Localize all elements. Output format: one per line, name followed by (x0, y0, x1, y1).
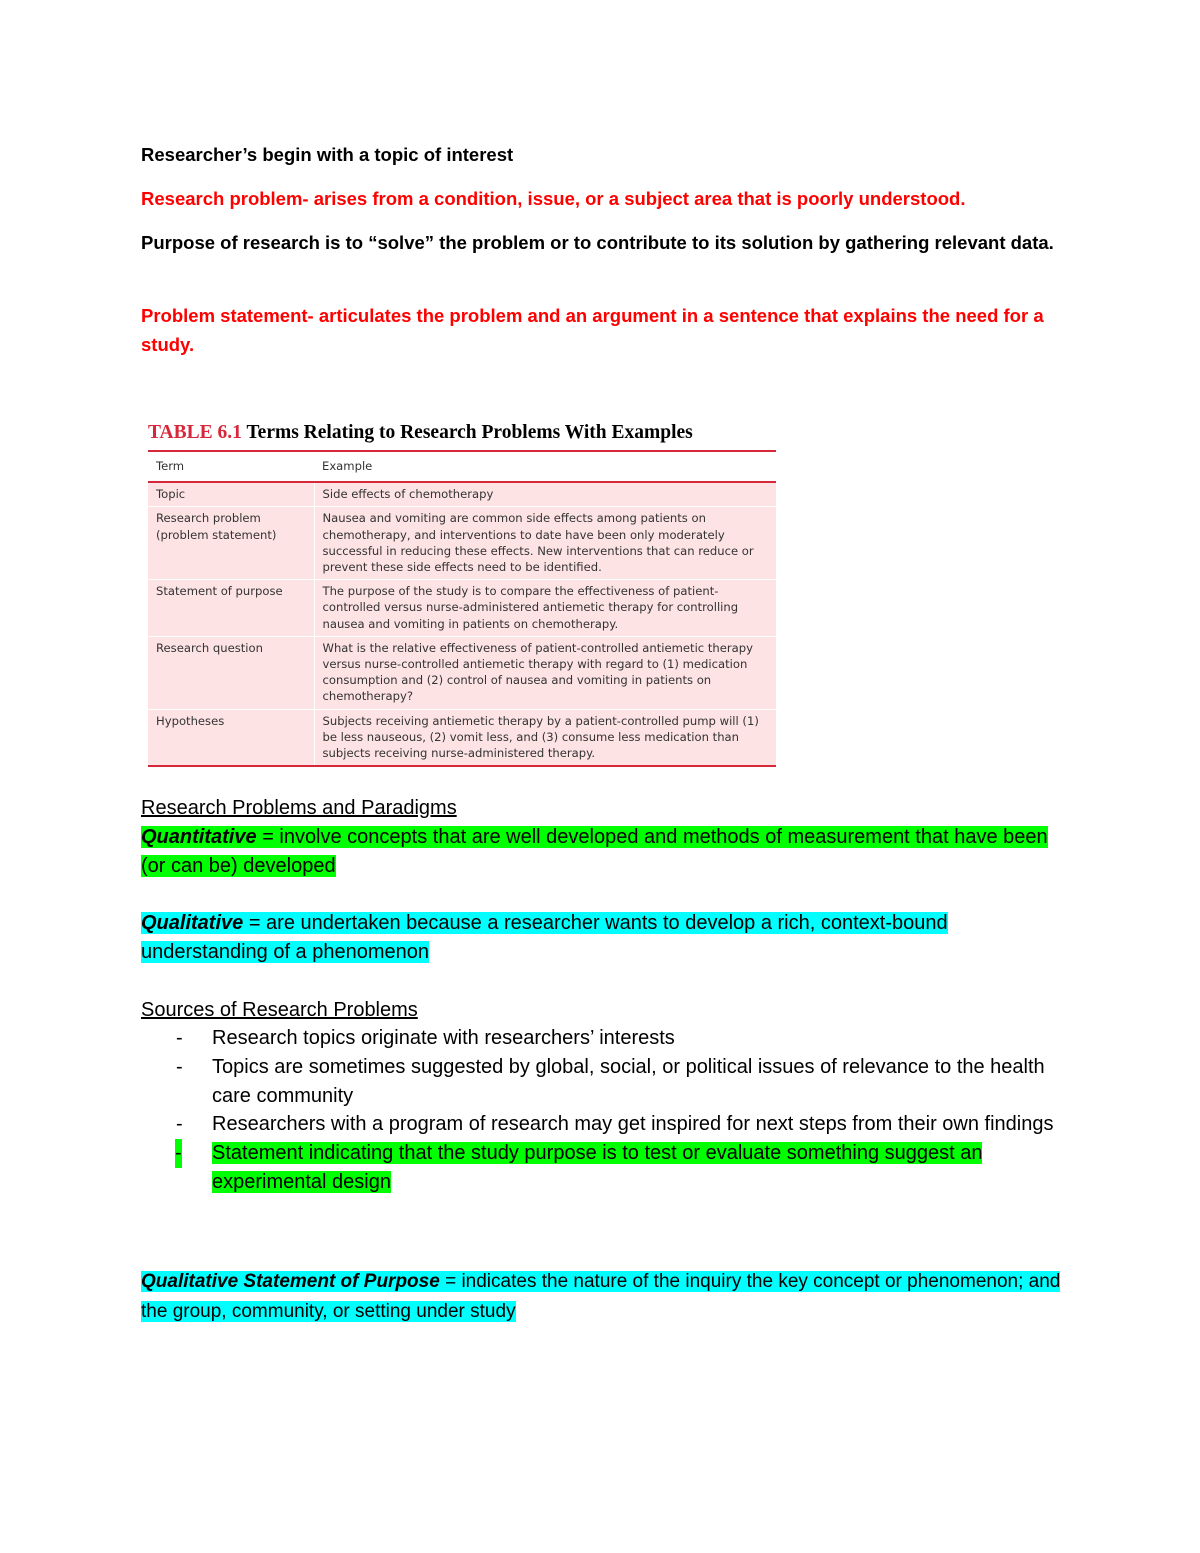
term-cell: Research problem (problem statement) (148, 507, 314, 580)
list-item: - Topics are sometimes suggested by global, social, or political issues of relevance to the health care community (176, 1055, 1045, 1107)
qualitative-purpose-text: = indicates the nature of the inquiry the key concept or phenomenon; and the group, community, or setting under study (141, 1271, 1061, 1322)
table-row (148, 636, 776, 709)
paradigms-heading: Research Problems and Paradigms (141, 797, 457, 819)
list-item: - Research topics originate with researchers’ interests (176, 1027, 675, 1049)
list-item: - Researchers with a program of research may get inspired for next steps from their own findings (176, 1113, 1054, 1136)
research-problem-definition: Research problem- arises from a condition, issue, or a subject area that is poorly understood. (141, 188, 966, 209)
term-cell: Research question (148, 636, 314, 709)
example-cell: What is the relative effectiveness of patient-controlled antiemetic therapy versus nurse-controlled antiemetic therapy with regard to (1) medication consumption and (2) control of nausea and vomiting in patients on chemotherapy? (314, 636, 776, 709)
example-cell: Nausea and vomiting are common side effects among patients on chemotherapy, and interventions to date have been only moderately successful in reducing these effects. New interventions that can reduce or prevent these side effects need to be identified. (314, 507, 776, 580)
sources-list (141, 1024, 1061, 1197)
term-cell: Topic (148, 482, 314, 507)
qualitative-definition (141, 909, 1061, 967)
term-cell: Hypotheses (148, 709, 314, 766)
table-row (148, 580, 776, 637)
qualitative-text: = are undertaken because a researcher wants to develop a rich, context-bound understanding of a phenomenon (141, 912, 948, 963)
quantitative-definition (141, 823, 1061, 881)
table-row (148, 482, 776, 507)
table-row (148, 709, 776, 766)
list-item: - Statement indicating that the study purpose is to test or evaluate something suggest an experimental design (141, 1139, 1061, 1197)
quantitative-term: Quantitative (141, 826, 257, 848)
purpose-of-research-definition: Purpose of research is to “solve” the problem or to contribute to its solution by gathering relevant data. (141, 232, 1054, 253)
example-cell: The purpose of the study is to compare the effectiveness of patient-controlled versus nurse-administered antiemetic therapy for controlling nausea and vomiting in patients on chemotherapy. (314, 580, 776, 637)
header-term: Term (148, 451, 314, 482)
terms-table (148, 450, 776, 767)
table-row (148, 507, 776, 580)
example-cell: Side effects of chemotherapy (314, 482, 776, 507)
table-caption: Terms Relating to Research Problems With Examples (246, 422, 693, 443)
table-header-row (148, 451, 776, 482)
terms-table-figure (148, 420, 776, 767)
table-number: TABLE 6.1 (148, 422, 242, 443)
qualitative-purpose-definition (141, 1267, 1071, 1327)
qualitative-purpose-term: Qualitative Statement of Purpose (141, 1271, 440, 1292)
example-cell: Subjects receiving antiemetic therapy by a patient-controlled pump will (1) be less nauseous, (2) vomit less, and (3) consume less medication than subjects receiving nurse-administered therapy. (314, 709, 776, 766)
quantitative-text: = involve concepts that are well developed and methods of measurement that have been (or can be) developed (141, 826, 1048, 877)
table-title (148, 420, 776, 450)
sources-heading: Sources of Research Problems (141, 999, 418, 1021)
problem-statement-definition: Problem statement- articulates the problem and an argument in a sentence that explains the need for a study. (141, 305, 1044, 355)
qualitative-term: Qualitative (141, 912, 244, 934)
header-example: Example (314, 451, 776, 482)
intro-topic-line: Researcher’s begin with a topic of interest (141, 144, 514, 165)
term-cell: Statement of purpose (148, 580, 314, 637)
